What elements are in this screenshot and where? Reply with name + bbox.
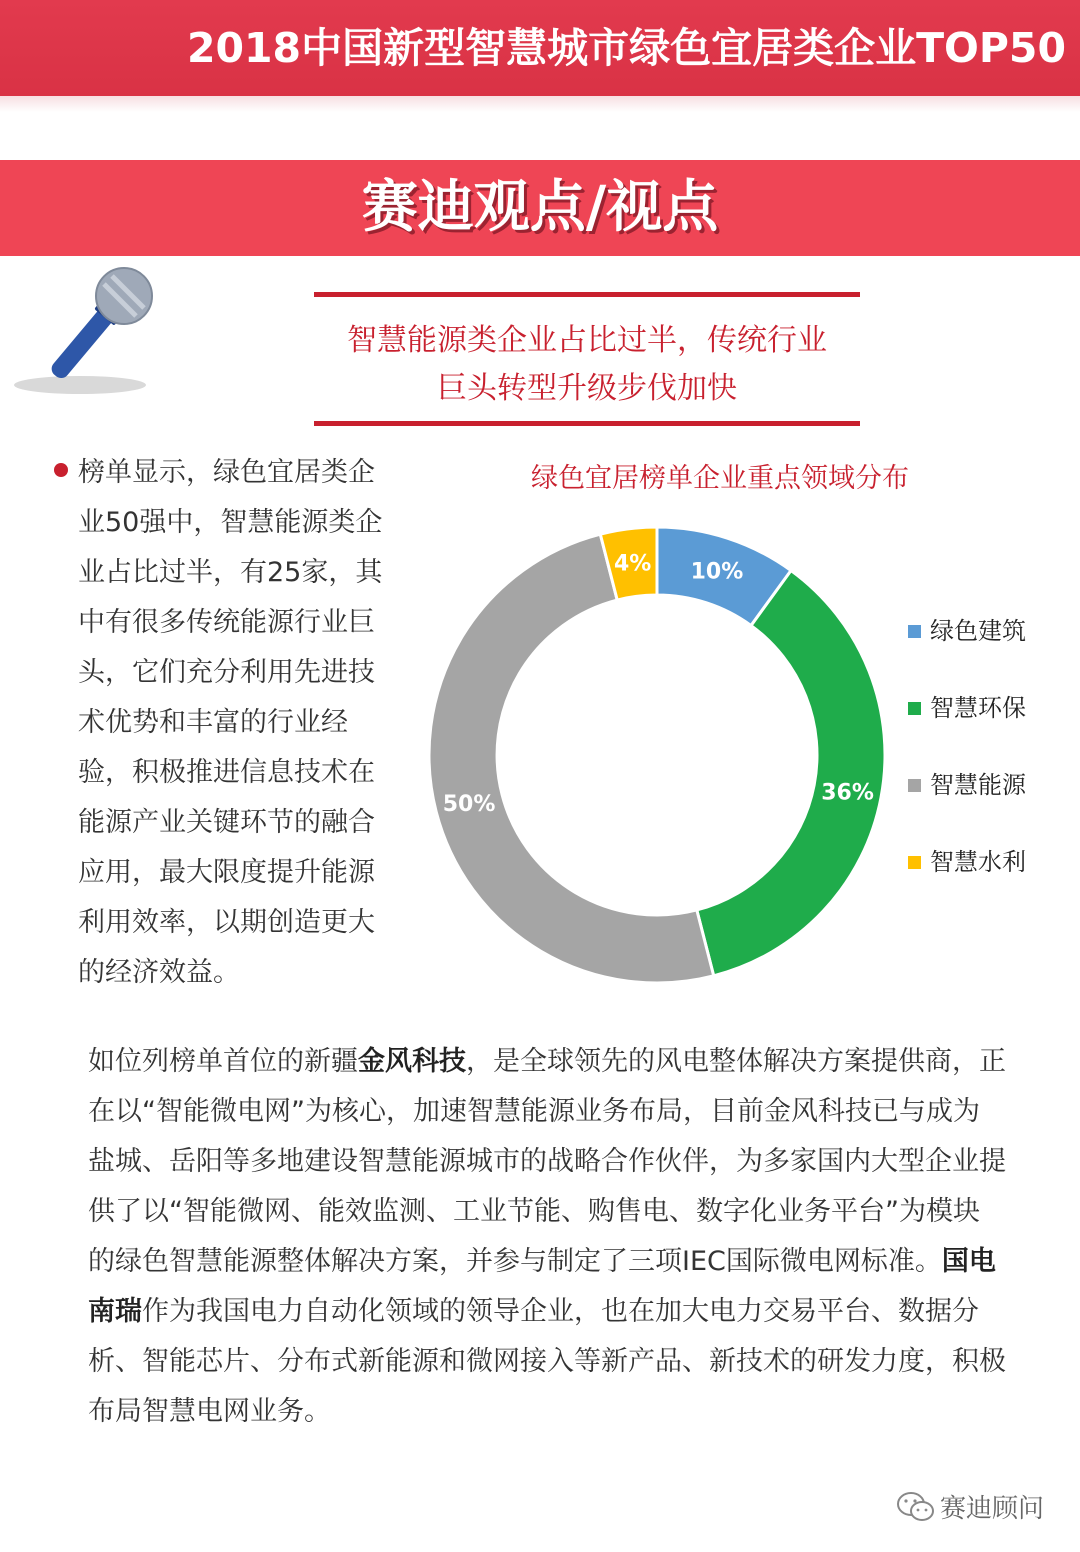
legend-item (908, 689, 1068, 766)
company-name-goldwind: 金风科技 (358, 1046, 466, 1077)
wechat-icon (896, 1490, 936, 1524)
body-text-2: ，是全球领先的风电整体解决方案提供商，正在以“智能微电网”为核心，加速智慧能源业务布局，目前金风科技已与成为盐城、岳阳等多地建设智慧能源城市的战略合作伙伴，为多家国内大型企业提供了以“智能微网、能效监测、工业节能、购售电、数字化业务平台”为模块的绿色智慧能源整体解决方案，并参与制定了三项IEC国际微电网标准。 (88, 1046, 1006, 1277)
chart-title: 绿色宜居榜单企业重点领域分布 (531, 463, 909, 494)
legend-swatch-smart-water (908, 856, 921, 869)
company-name-nari: 国电南瑞 (88, 1246, 996, 1327)
legend-item (908, 612, 1068, 689)
legend-label: 智慧能源 (930, 771, 1026, 799)
headline-box (314, 292, 860, 426)
left-paragraph: 榜单显示，绿色宜居类企业50强中，智慧能源类企业占比过半，有25家，其中有很多传统能源行业巨头，它们充分利用先进技术优势和丰富的行业经验，积极推进信息技术在能源产业关键环节的融合应用，最大限度提升能源利用效率，以期创造更大的经济效益。 (78, 457, 383, 988)
legend-label: 智慧水利 (930, 848, 1026, 876)
slice-smart-environment-label: 36% (821, 780, 874, 806)
slice-smart-environment (697, 571, 885, 976)
legend-label: 绿色建筑 (930, 617, 1026, 645)
legend-label: 智慧环保 (930, 694, 1026, 722)
slice-smart-water-label: 4% (614, 551, 652, 577)
page-title: 2018中国新型智慧城市绿色宜居类企业TOP50 (186, 24, 1066, 72)
bullet-dot (54, 463, 68, 477)
section-title: 赛迪观点/视点 (361, 175, 719, 240)
slice-smart-energy-label: 50% (442, 792, 496, 818)
legend-item (908, 843, 1068, 920)
microphone-icon (12, 262, 162, 402)
body-text-3: 作为我国电力自动化领域的领导企业，也在加大电力交易平台、数据分析、智能芯片、分布式新能源和微网接入等新产品、新技术的研发力度，积极布局智慧电网业务。 (88, 1296, 1006, 1427)
wechat-account-name: 赛迪顾问 (940, 1494, 1045, 1524)
slice-smart-energy (429, 534, 714, 983)
headline-line-2: 巨头转型升级步伐加快 (437, 371, 737, 406)
body-text-1: 如位列榜单首位的新疆 (88, 1046, 358, 1077)
legend-swatch-smart-energy (908, 779, 921, 792)
body-paragraph (88, 1037, 1006, 1437)
legend-item (908, 766, 1068, 843)
donut-chart (420, 520, 900, 990)
wechat-watermark (896, 1484, 1066, 1528)
slice-green-building-label: 10% (690, 559, 744, 585)
chart-legend (908, 612, 1068, 920)
legend-swatch-green-building (908, 625, 921, 638)
legend-swatch-smart-env (908, 702, 921, 715)
headline-line-1: 智慧能源类企业占比过半，传统行业 (347, 323, 827, 358)
top-banner-stripe (0, 96, 1080, 112)
